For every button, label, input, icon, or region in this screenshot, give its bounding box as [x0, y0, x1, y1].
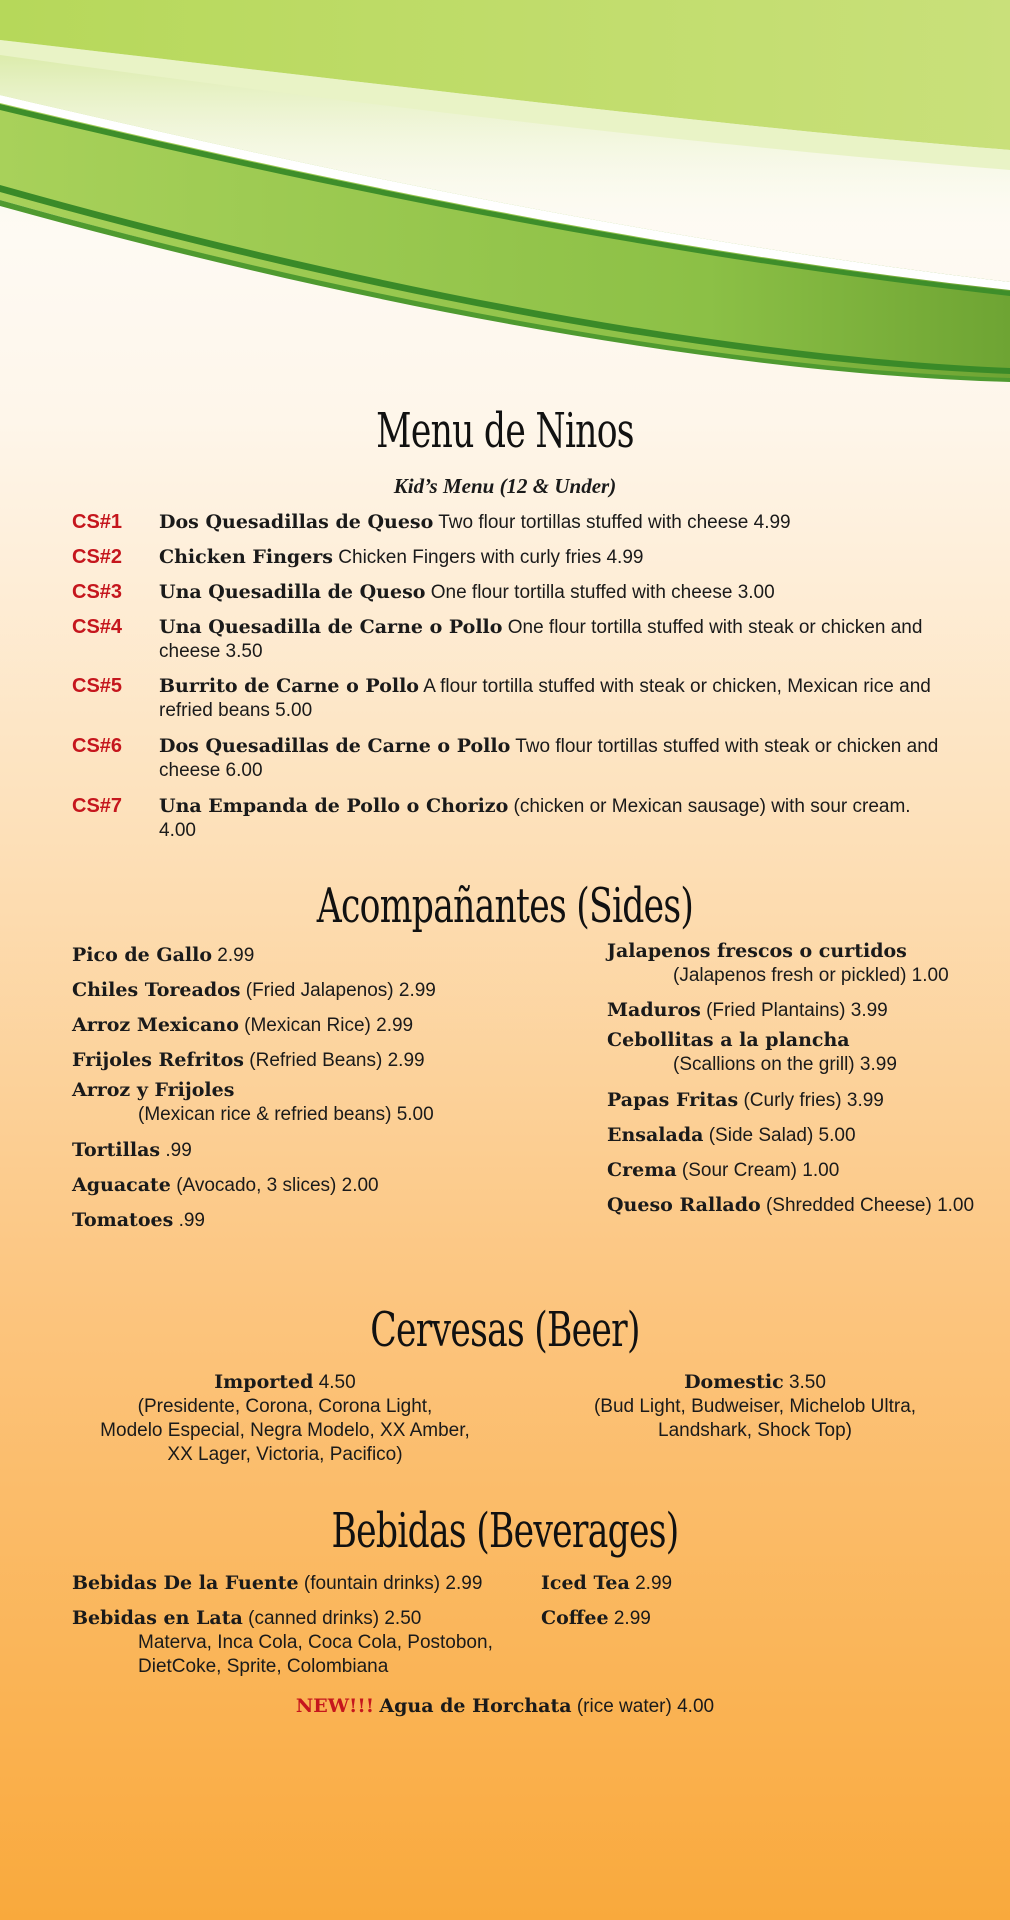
item-name: Dos Quesadillas de Queso — [159, 511, 434, 533]
item-name: Dos Quesadillas de Carne o Pollo — [159, 735, 511, 757]
item-code: CS#4 — [72, 616, 123, 638]
item-description: Two flour tortillas stuffed with steak or chicken and cheese 6.00 — [159, 736, 939, 781]
item-description: (Mexican rice & refried beans) 5.00 — [138, 1104, 434, 1125]
item-description: A flour tortilla stuffed with steak or chicken, Mexican rice and refried beans 5.00 — [159, 676, 931, 721]
item-description: (Jalapenos fresh or pickled) 1.00 — [673, 965, 949, 986]
item-description: (chicken or Mexican sausage) with sour cream. 4.00 — [159, 796, 911, 841]
item-name: Domestic — [684, 1371, 784, 1393]
item-name: Agua de Horchata — [379, 1695, 572, 1717]
list-item — [541, 1606, 651, 1631]
item-description-line: XX Lager, Victoria, Pacifico) — [167, 1444, 403, 1465]
item-description: (fountain drinks) 2.99 — [303, 1573, 483, 1594]
new-badge: NEW!!! — [295, 1695, 375, 1717]
item-name: Imported — [214, 1371, 314, 1393]
item-description: 2.99 — [217, 945, 255, 966]
list-item — [72, 1571, 482, 1596]
item-description: (Fried Jalapenos) 2.99 — [245, 980, 436, 1001]
item-description-line: Landshark, Shock Top) — [658, 1420, 852, 1441]
item-name: Cebollitas a la plancha — [607, 1029, 850, 1051]
list-item — [72, 978, 436, 1003]
item-name: Jalapenos frescos o curtidos — [607, 940, 907, 962]
item-code: CS#7 — [72, 795, 123, 817]
kids-menu-subtitle: Kid’s Menu (12 & Under) — [393, 474, 617, 498]
list-item — [607, 939, 949, 988]
list-item — [72, 1606, 493, 1679]
list-item — [607, 998, 888, 1023]
beverages-title: Bebidas (Beverages) — [331, 1503, 679, 1559]
item-name: Arroz y Frijoles — [72, 1079, 235, 1101]
item-description: (Avocado, 3 slices) 2.00 — [176, 1175, 379, 1196]
beer-imported — [60, 1370, 510, 1467]
item-description: One flour tortilla stuffed with cheese 3.00 — [430, 582, 775, 603]
item-name: Frijoles Refritos — [72, 1049, 244, 1071]
list-item — [72, 1173, 379, 1198]
list-item — [607, 1158, 839, 1183]
item-name: Iced Tea — [541, 1572, 630, 1594]
list-item — [0, 1694, 1010, 1719]
item-name: Papas Fritas — [607, 1089, 739, 1111]
item-name: Tomatoes — [72, 1209, 174, 1231]
item-description: Chicken Fingers with curly fries 4.99 — [338, 547, 644, 568]
list-item — [72, 943, 254, 968]
list-item — [541, 1571, 672, 1596]
item-code: CS#3 — [72, 581, 123, 603]
item-price: 4.50 — [318, 1372, 356, 1393]
kids-menu-title: Menu de Ninos — [376, 403, 634, 459]
item-name: Una Quesadilla de Queso — [159, 581, 426, 603]
item-name: Bebidas en Lata — [72, 1607, 243, 1629]
item-description: (Curly fries) 3.99 — [743, 1090, 884, 1111]
beer-title: Cervesas (Beer) — [370, 1302, 640, 1358]
item-name: Maduros — [607, 999, 701, 1021]
item-description-line: Modelo Especial, Negra Modelo, XX Amber, — [100, 1420, 470, 1441]
item-description: (Side Salad) 5.00 — [708, 1125, 856, 1146]
item-name: Bebidas De la Fuente — [72, 1572, 299, 1594]
item-description: (Scallions on the grill) 3.99 — [673, 1054, 897, 1075]
item-description: (Refried Beans) 2.99 — [249, 1050, 425, 1071]
item-code: CS#6 — [72, 735, 123, 757]
list-item — [607, 1088, 884, 1113]
list-item — [72, 1013, 413, 1038]
list-item — [72, 1208, 205, 1233]
list-item — [607, 1123, 856, 1148]
item-name: Chicken Fingers — [159, 546, 334, 568]
item-description: (Fried Plantains) 3.99 — [706, 1000, 888, 1021]
green-swoosh-banner — [0, 0, 1010, 400]
item-description: (Shredded Cheese) 1.00 — [765, 1195, 975, 1216]
item-name: Arroz Mexicano — [72, 1014, 239, 1036]
item-name: Ensalada — [607, 1124, 704, 1146]
item-name: Burrito de Carne o Pollo — [159, 675, 419, 697]
item-description-line: (Presidente, Corona, Corona Light, — [137, 1396, 433, 1417]
item-code: CS#5 — [72, 675, 123, 697]
item-description: (canned drinks) 2.50 — [248, 1608, 422, 1629]
item-description: .99 — [178, 1210, 205, 1231]
item-description-line: Materva, Inca Cola, Coca Cola, Postobon, — [138, 1632, 493, 1653]
item-code: CS#1 — [72, 511, 123, 533]
item-description: (Mexican Rice) 2.99 — [244, 1015, 414, 1036]
item-description: One flour tortilla stuffed with steak or chicken and cheese 3.50 — [159, 617, 923, 662]
item-name: Crema — [607, 1159, 677, 1181]
sides-title: Acompañantes (Sides) — [316, 878, 694, 934]
list-item — [607, 1028, 897, 1077]
item-description-line: DietCoke, Sprite, Colombiana — [138, 1656, 389, 1677]
item-description-line: (Bud Light, Budweiser, Michelob Ultra, — [593, 1396, 917, 1417]
list-item — [72, 1078, 434, 1127]
item-description: 2.99 — [613, 1608, 651, 1629]
item-name: Una Quesadilla de Carne o Pollo — [159, 616, 503, 638]
beer-domestic — [560, 1370, 950, 1443]
list-item — [72, 1138, 192, 1163]
item-name: Pico de Gallo — [72, 944, 212, 966]
item-code: CS#2 — [72, 546, 123, 568]
list-item — [607, 1193, 974, 1218]
item-name: Coffee — [541, 1607, 609, 1629]
item-name: Queso Rallado — [607, 1194, 761, 1216]
item-price: 3.50 — [788, 1372, 826, 1393]
item-description: (Sour Cream) 1.00 — [681, 1160, 840, 1181]
item-description: .99 — [165, 1140, 192, 1161]
item-description: 2.99 — [635, 1573, 673, 1594]
item-name: Aguacate — [72, 1174, 171, 1196]
item-name: Tortillas — [72, 1139, 161, 1161]
item-name: Una Empanda de Pollo o Chorizo — [159, 795, 509, 817]
item-name: Chiles Toreados — [72, 979, 241, 1001]
list-item — [72, 1048, 425, 1073]
item-description: Two flour tortillas stuffed with cheese 4.99 — [438, 512, 791, 533]
item-description: (rice water) 4.00 — [576, 1696, 715, 1717]
